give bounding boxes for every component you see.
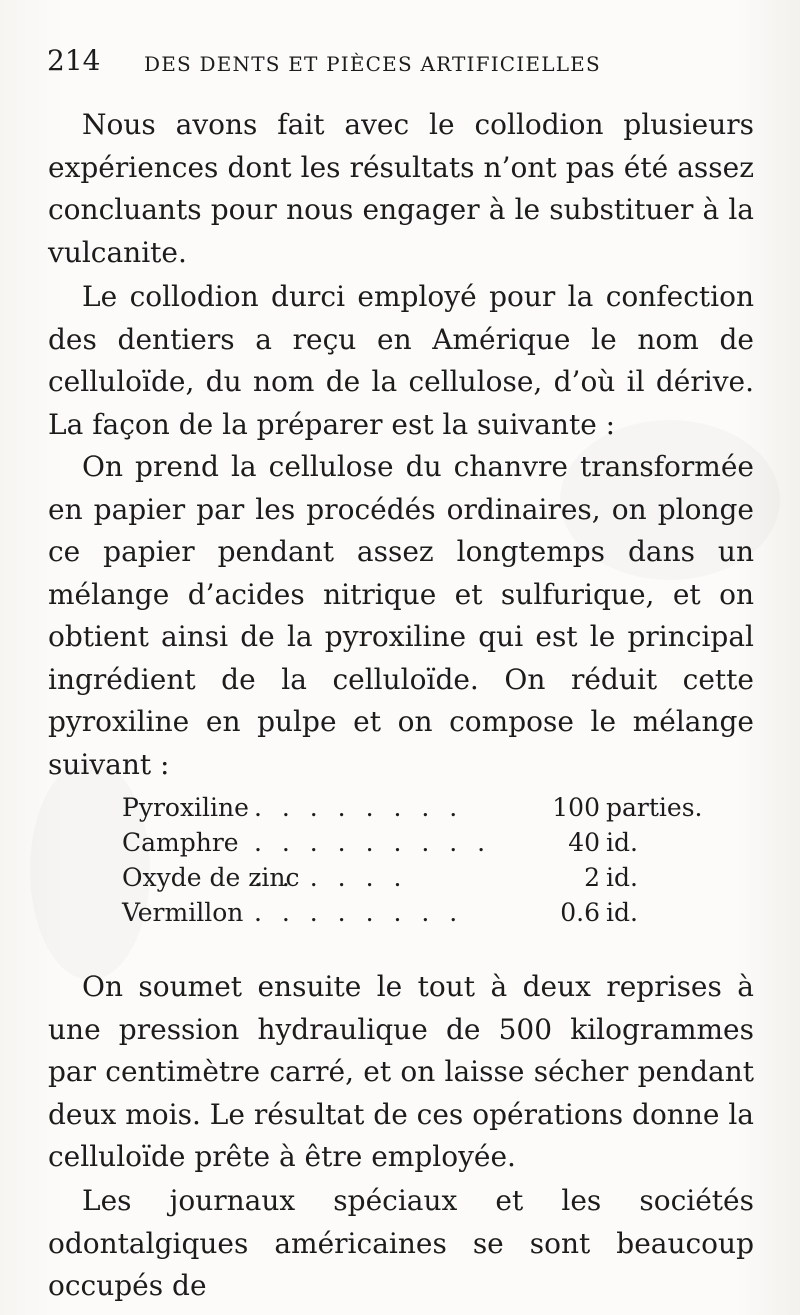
paragraph-text: On soumet ensuite le tout à deux reprises à une pression hydraulique de 500 kilogrammes par centimètre carré, et on laisse sécher pendant deux mois. Le résultat de ces opérations donne la celluloïde prête à être employée. [48, 970, 754, 1173]
paragraph-4 [48, 966, 754, 1179]
ingredient-quantity: 0.6 [560, 898, 600, 927]
ingredient-quantity: 2 [584, 863, 600, 892]
recipe-row [122, 828, 722, 863]
paragraph-5 [48, 1180, 754, 1308]
ingredient-quantity: 100 [552, 793, 600, 822]
leader-dots: . . . . . . [254, 863, 408, 892]
recipe-table [122, 793, 722, 933]
ingredient-quantity: 40 [568, 828, 600, 857]
recipe-row [122, 863, 722, 898]
ingredient-unit: id. [606, 828, 638, 857]
ingredient-name: Oxyde de zinc [122, 863, 300, 892]
page-header [47, 44, 753, 84]
paragraph-1 [48, 104, 754, 274]
ingredient-name: Vermillon [122, 898, 244, 927]
paragraph-3 [48, 446, 754, 786]
ingredient-name: Camphre [122, 828, 239, 857]
leader-dots: . . . . . . . . . [254, 828, 492, 857]
ingredient-unit: id. [606, 863, 638, 892]
leader-dots: . . . . . . . . [254, 793, 464, 822]
recipe-row [122, 793, 722, 828]
paragraph-text: Le collodion durci employé pour la confection des dentiers a reçu en Amérique le nom de celluloïde, du nom de la cellulose, d’où il dérive. La façon de la préparer est la suivante : [48, 280, 754, 441]
leader-dots: . . . . . . . . [254, 898, 464, 927]
paragraph-text: Nous avons fait avec le collodion plusieurs expériences dont les résultats n’ont pas été assez concluants pour nous engager à le substituer à la vulcanite. [48, 108, 754, 269]
paragraph-text: Les journaux spéciaux et les sociétés odontalgiques américaines se sont beaucoup occupés de [48, 1184, 754, 1302]
ingredient-name: Pyroxiline [122, 793, 249, 822]
ingredient-unit: parties. [606, 793, 703, 822]
running-title: DES DENTS ET PIÈCES ARTIFICIELLES [144, 52, 601, 76]
paragraph-text: On prend la cellulose du chanvre transformée en papier par les procédés ordinaires, on plonge ce papier pendant assez longtemps dans un mélange d’acides nitrique et sulfurique, et on obtient ainsi de la pyroxiline qui est le principal ingrédient de la celluloïde. On réduit cette pyroxiline en pulpe et on compose le mélange suivant : [48, 450, 754, 781]
ingredient-unit: id. [606, 898, 638, 927]
recipe-row [122, 898, 722, 933]
page-number: 214 [47, 44, 101, 77]
paragraph-2 [48, 276, 754, 446]
